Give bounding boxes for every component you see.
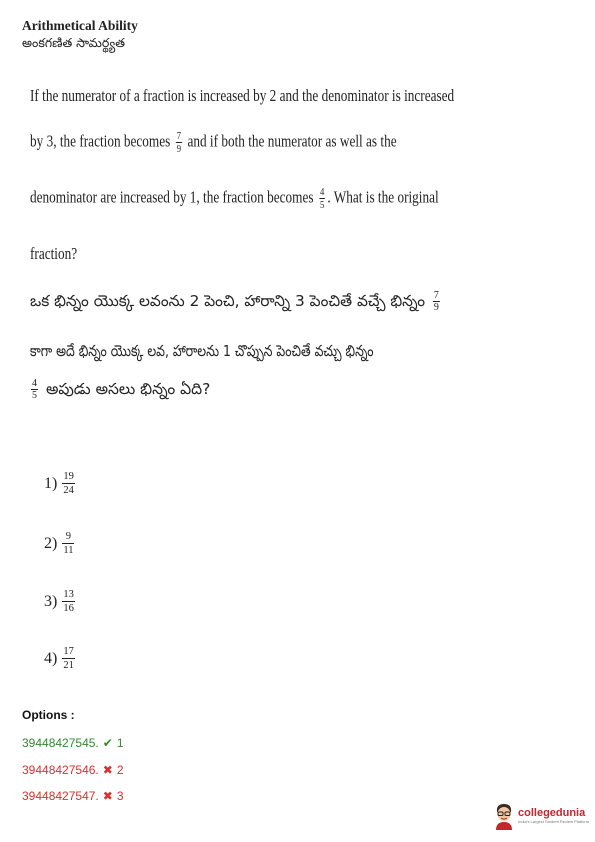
section-title-en: Arithmetical Ability (22, 18, 138, 33)
collegedunia-logo (493, 802, 589, 830)
option-1 (44, 470, 78, 497)
fraction-7-9 (176, 130, 182, 155)
option-2 (44, 530, 77, 557)
question-line-3-b: . What is the original (327, 187, 439, 207)
fraction-numerator: 9 (65, 531, 72, 542)
answer-id: 39448427547. (22, 789, 99, 803)
fraction-denominator: 5 (32, 390, 37, 401)
option-fraction (62, 645, 75, 672)
answer-row-wrong (22, 763, 124, 777)
check-icon: ✔ (102, 736, 113, 750)
fraction-denominator: 9 (176, 143, 182, 155)
answer-row-correct (22, 736, 124, 750)
brand-name: collegedunia (518, 807, 586, 819)
fraction-numerator: 17 (63, 646, 74, 657)
fraction-numerator: 7 (176, 130, 182, 142)
fraction-numerator: 19 (63, 471, 74, 482)
question-te-line-1-text: ఒక భిన్నం యొక్క లవంను 2 పెంచి, హారాన్ని 3 పెంచితే వచ్చే భిన్నం (30, 292, 426, 310)
question-line-4: fraction? (30, 244, 78, 263)
fraction-denominator: 9 (433, 302, 439, 313)
answer-row-wrong (22, 789, 124, 803)
fraction-denominator: 21 (63, 660, 74, 671)
question-te-line-1 (30, 290, 443, 314)
fraction-numerator: 4 (319, 186, 325, 198)
fraction-numerator: 7 (433, 290, 439, 301)
question-line-3-a: denominator are increased by 1, the fraction becomes (30, 187, 314, 207)
question-line-2-a: by 3, the fraction becomes (30, 131, 171, 151)
options-title: Options : (22, 708, 75, 722)
option-label: 2) (44, 534, 58, 552)
answer-value: 3 (116, 789, 124, 803)
option-4 (44, 645, 78, 672)
section-title-te: అంకగణిత సామర్థ్యత (22, 35, 125, 50)
option-fraction (62, 530, 74, 557)
fraction-denominator: 24 (63, 485, 74, 496)
question-te-line-3-text: అపుడు అసలు భిన్నం ఏది? (45, 380, 211, 398)
fraction-denominator: 11 (63, 545, 74, 556)
question-line-1: If the numerator of a fraction is increased by 2 and the denominator is increased (30, 86, 455, 105)
fraction-4-5 (319, 186, 325, 211)
answer-value: 1 (116, 736, 124, 750)
question-te-line-2: కాగా అదే భిన్నం యొక్క లవ, హారాలను 1 చొప్పున పెంచితే వచ్చు భిన్నం (30, 342, 374, 360)
question-line-3 (30, 186, 439, 211)
option-label: 4) (44, 649, 58, 667)
option-fraction (62, 588, 75, 615)
fraction-te-7-9 (433, 290, 440, 313)
mascot-icon (493, 802, 515, 830)
fraction-te-4-5 (31, 378, 38, 401)
question-line-2-b: and if both the numerator as well as the (187, 131, 397, 151)
cross-icon: ✖ (102, 789, 113, 803)
option-fraction (62, 470, 75, 497)
fraction-numerator: 4 (32, 378, 37, 389)
option-label: 3) (44, 592, 58, 610)
cross-icon: ✖ (102, 763, 113, 777)
brand-tagline: India's Largest Student Review Platform (518, 819, 590, 824)
answer-id: 39448427546. (22, 763, 99, 777)
fraction-denominator: 5 (319, 199, 325, 211)
fraction-numerator: 13 (63, 589, 74, 600)
question-te-line-3 (28, 378, 210, 402)
question-line-2 (30, 130, 397, 155)
option-label: 1) (44, 474, 58, 492)
option-3 (44, 588, 78, 615)
section-heading (22, 18, 138, 51)
answer-value: 2 (116, 763, 124, 777)
answer-id: 39448427545. (22, 736, 99, 750)
fraction-denominator: 16 (63, 603, 74, 614)
